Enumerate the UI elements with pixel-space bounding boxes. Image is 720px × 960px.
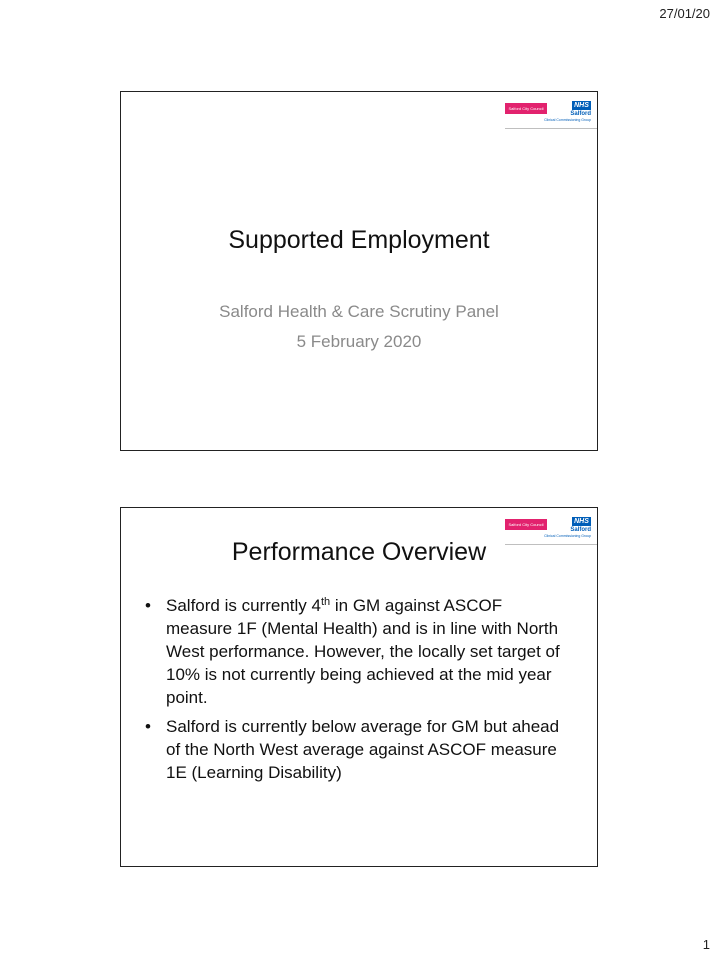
header-date: 27/01/20 [659,6,710,21]
logo-ccg-name: Clinical Commissioning Group [544,534,591,538]
council-logo: Salford City Council [505,519,547,530]
bullet-item [143,715,567,784]
bullet-marker: • [145,717,151,736]
bullet-marker: • [145,596,151,615]
slide-2-title: Performance Overview [231,538,487,566]
page-number: 1 [702,937,710,952]
logo-divider [505,128,597,129]
logo-org-name: Salford [570,111,591,117]
nhs-logo: NHS [572,517,591,526]
bullet-2-text: Salford is currently below average for GM but ahead of the North West average against ASCOF measure 1E (Learning Disability) [166,717,560,782]
slide-1 [120,91,598,451]
slide-1-date: 5 February 2020 [296,332,422,351]
slide-2 [120,507,598,867]
slide-1-subtitle: Salford Health & Care Scrutiny Panel [219,302,499,321]
council-logo: Salford City Council [505,103,547,114]
bullet-1-suffix: in GM against ASCOF measure 1F (Mental Health) and is in line with North West performance. However, the locally set target of 10% is not currently being achieved at the mid year point. [166,596,560,707]
logo-ccg-name: Clinical Commissioning Group [544,118,591,122]
bullet-1-prefix: Salford is currently 4 [166,596,321,615]
salford-logo [505,98,593,128]
bullet-item [143,594,567,709]
bullet-1-superscript: th [320,596,331,608]
nhs-logo: NHS [572,101,591,110]
bullet-list [143,594,567,790]
logo-org-name: Salford [570,527,591,533]
slide-1-title: Supported Employment [228,226,490,254]
